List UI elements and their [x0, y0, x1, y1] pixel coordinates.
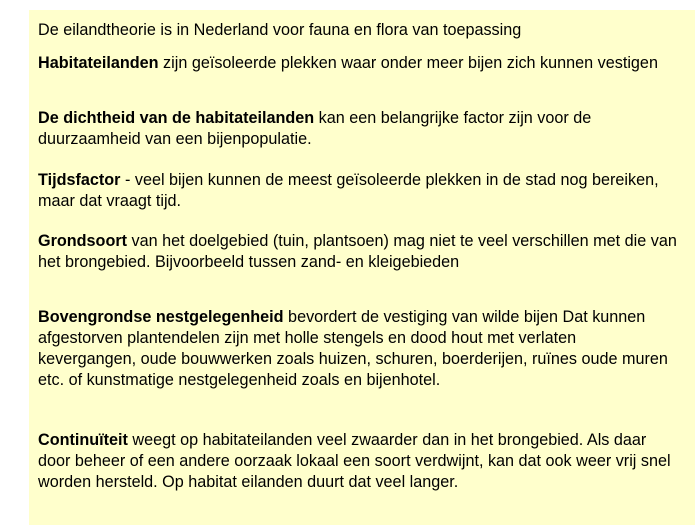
term-habitateilanden: Habitateilanden — [38, 54, 159, 72]
term-nestgelegenheid: Bovengrondse nestgelegenheid — [38, 308, 284, 326]
term-grondsoort: Grondsoort — [38, 232, 128, 250]
paragraph-habitateilanden — [38, 53, 678, 74]
paragraph-nestgelegenheid-text: bevordert de vestiging van wilde bijen Dat kunnen afgestorven plantendelen zijn met holle stengels en dood hout met verlaten kevergangen, oude bouwwerken zoals huizen, schuren, boerderijen, ruïnes oude muren etc. of kunstmatige nestgelegenheid zoals en bijenhotel. — [38, 308, 668, 389]
paragraph-habitateilanden-text: zijn geïsoleerde plekken waar onder meer bijen zich kunnen vestigen — [158, 54, 658, 72]
paragraph-nestgelegenheid — [38, 307, 678, 391]
paragraph-dichtheid — [38, 108, 678, 150]
paragraph-intro-text: De eilandtheorie is in Nederland voor fauna en flora van toepassing — [38, 21, 522, 39]
term-continuiteit: Continuïteit — [38, 431, 128, 449]
paragraph-tijdsfactor-text: - veel bijen kunnen de meest geïsoleerde plekken in de stad nog bereiken, maar dat vraagt tijd. — [38, 171, 659, 210]
paragraph-grondsoort — [38, 231, 678, 273]
paragraph-intro — [38, 20, 678, 41]
term-dichtheid: De dichtheid van de habitateilanden — [38, 109, 315, 127]
paragraph-grondsoort-text: van het doelgebied (tuin, plantsoen) mag niet te veel verschillen met die van het brongebied. Bijvoorbeeld tussen zand- en kleigebieden — [38, 232, 677, 271]
paragraph-dichtheid-text: kan een belangrijke factor zijn voor de duurzaamheid van een bijenpopulatie. — [38, 109, 592, 148]
paragraph-continuiteit-text: weegt op habitateilanden veel zwaarder dan in het brongebied. Als daar door beheer of een andere oorzaak lokaal een soort verdwijnt, kan dat ook weer vrij snel worden hersteld. Op habitat eilanden duurt dat veel langer. — [38, 431, 671, 491]
paragraph-continuiteit — [38, 430, 678, 493]
paragraph-tijdsfactor — [38, 170, 678, 212]
slide — [29, 10, 695, 525]
term-tijdsfactor: Tijdsfactor — [38, 171, 121, 189]
